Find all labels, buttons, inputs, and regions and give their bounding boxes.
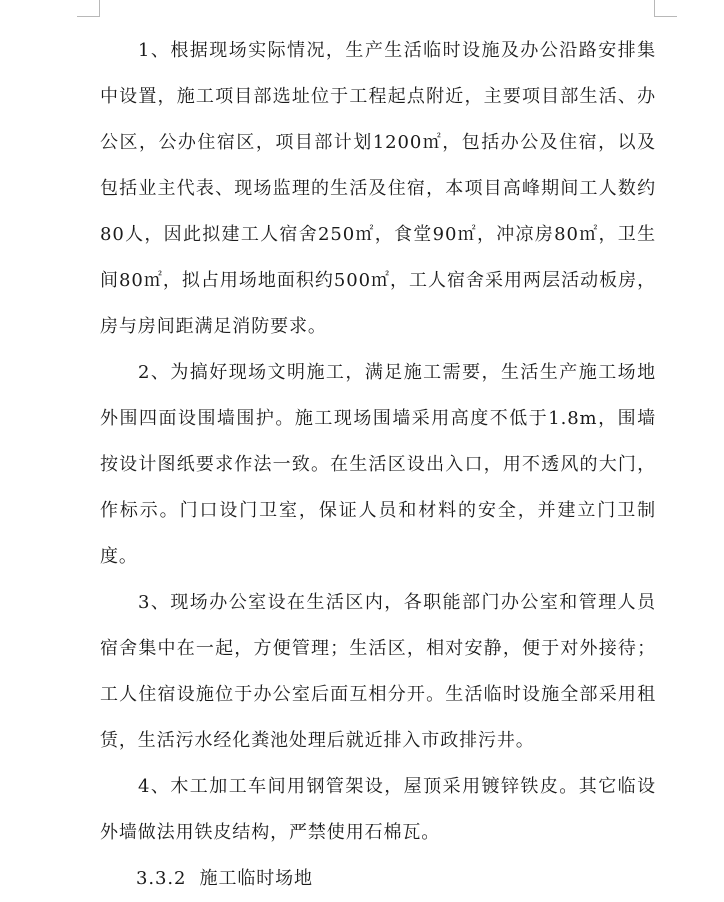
section-heading: 3.3.2 施工临时场地 [136, 868, 313, 889]
paragraph-2: 2、为搞好现场文明施工，满足施工需要，生活生产施工场地外围四面设围墙围护。施工现场围墙采用高度不低于1.8m，围墙按设计图纸要求作法一致。在生活区设出入口，用不透风的大门，作标示。门口设门卫室，保证人员和材料的安全，并建立门卫制度。 [100, 362, 656, 567]
paragraph-1: 1、根据现场实际情况，生产生活临时设施及办公沿路安排集中设置，施工项目部选址位于工程起点附近，主要项目部生活、办公区，公办住宿区，项目部计划1200㎡，包括办公及住宿，以及包括业主代表、现场监理的生活及住宿，本项目高峰期间工人数约80人，因此拟建工人宿舍250㎡，食堂90㎡，冲凉房80㎡，卫生间80㎡，拟占用场地面积约500㎡，工人宿舍采用两层活动板房，房与房间距满足消防要求。 [100, 40, 656, 337]
margin-corner-mark-right [654, 0, 677, 17]
paragraph-4: 4、木工加工车间用钢管架设，屋顶采用镀锌铁皮。其它临设外墙做法用铁皮结构，严禁使用石棉瓦。 [100, 776, 656, 843]
margin-corner-mark-left [77, 0, 100, 17]
paragraph-3: 3、现场办公室设在生活区内，各职能部门办公室和管理人员宿舍集中在一起，方便管理；生活区，相对安静，便于对外接待；工人住宿设施位于办公室后面互相分开。生活临时设施全部采用租赁，生活污水经化粪池处理后就近排入市政排污井。 [100, 592, 656, 751]
document-body [100, 28, 656, 902]
